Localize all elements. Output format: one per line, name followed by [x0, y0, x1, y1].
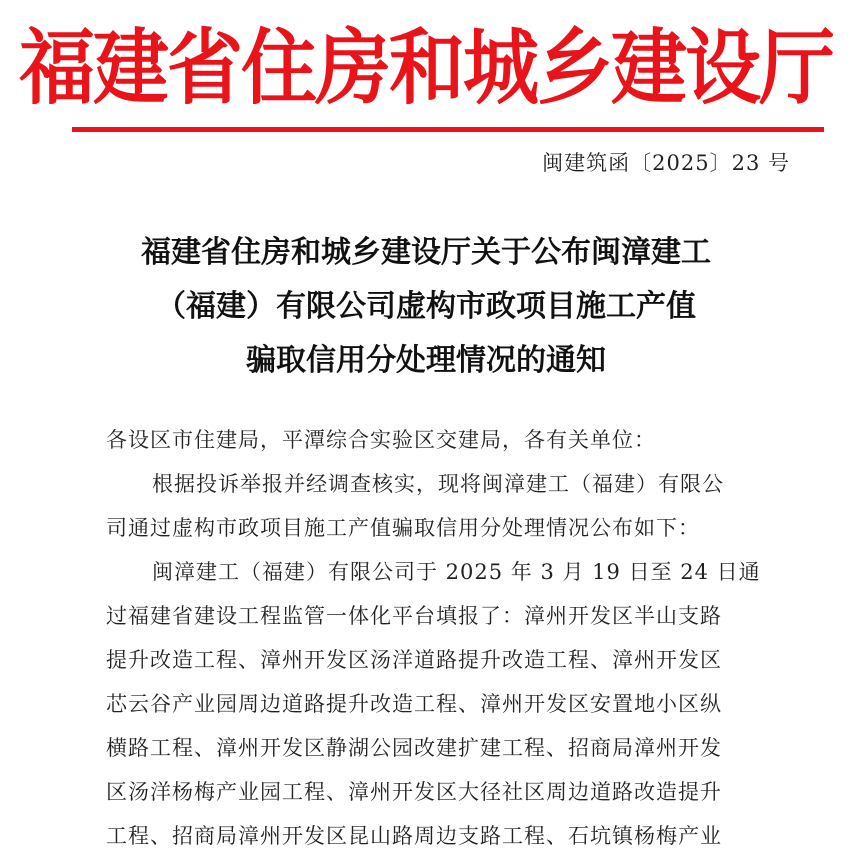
letterhead-red-rule: [72, 127, 824, 132]
document-title-line: 骗取信用分处理情况的通知: [246, 343, 606, 378]
body-line: 闽漳建工（福建）有限公司于 2025 年 3 月 19 日至 24 日通: [152, 560, 761, 584]
document-title: [60, 226, 792, 388]
body-line: 根据投诉举报并经调查核实，现将闽漳建工（福建）有限公: [152, 472, 724, 496]
body-line: 横路工程、漳州开发区静湖公园改建扩建工程、招商局漳州开发: [106, 736, 722, 760]
body-line: 提升改造工程、漳州开发区汤洋道路提升改造工程、漳州开发区: [106, 648, 722, 672]
salutation: 各设区市住建局，平潭综合实验区交建局，各有关单位：: [106, 428, 656, 452]
body-line: 芯云谷产业园周边道路提升改造工程、漳州开发区安置地小区纵: [106, 692, 722, 716]
document-title-line: （福建）有限公司虚构市政项目施工产值: [156, 289, 696, 324]
body-line: 过福建省建设工程监管一体化平台填报了：漳州开发区半山支路: [106, 604, 722, 628]
letterhead-agency-name: 福建省住房和城乡建设厅: [19, 19, 833, 116]
document-number: 闽建筑函〔2025〕23 号: [542, 151, 790, 175]
body-line: 工程、招商局漳州开发区昆山路周边支路工程、石坑镇杨梅产业: [106, 824, 722, 848]
document-title-line: 福建省住房和城乡建设厅关于公布闽漳建工: [141, 235, 711, 270]
body-line: 司通过虚构市政项目施工产值骗取信用分处理情况公布如下：: [106, 516, 700, 540]
document-body: [106, 418, 796, 858]
body-line: 区汤洋杨梅产业园工程、漳州开发区大径社区周边道路改造提升: [106, 780, 722, 804]
